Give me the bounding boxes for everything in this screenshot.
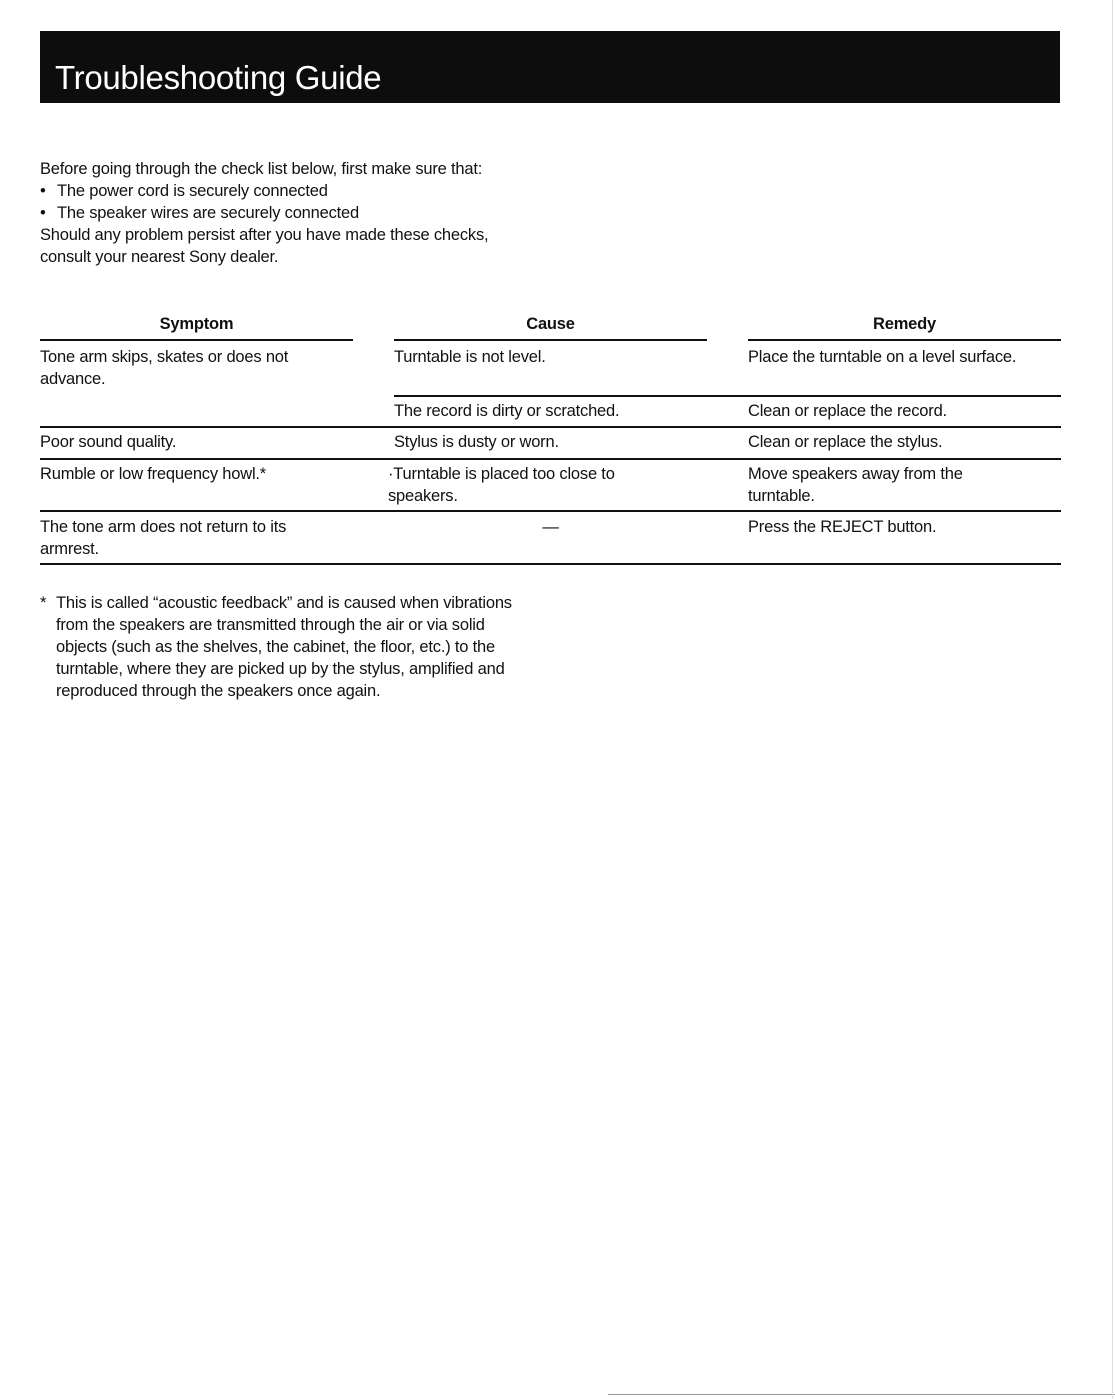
table-cell-cause: The record is dirty or scratched. (394, 402, 620, 420)
column-header-remedy: Remedy (748, 313, 1061, 341)
table-cell-remedy: Place the turntable on a level surface. (748, 348, 1017, 366)
intro-section (40, 158, 560, 268)
page-title: Troubleshooting Guide (55, 59, 382, 96)
column-header-symptom: Symptom (40, 313, 353, 341)
page-edge-line (608, 1394, 1115, 1395)
bullet-icon: • (40, 182, 46, 200)
table-cell-symptom: The tone arm does not return to its armrest. (40, 518, 287, 558)
table-bottom-rule (40, 563, 1061, 565)
table-cell-cause: Stylus is dusty or worn. (394, 433, 559, 451)
row-divider (40, 458, 1061, 460)
bullet-text: The power cord is securely connected (57, 182, 328, 200)
row-divider (40, 426, 1061, 428)
table-cell-cause: Turntable is not level. (394, 348, 546, 366)
table-cell-remedy: Press the REJECT button. (748, 518, 937, 536)
bullet-text: The speaker wires are securely connected (57, 204, 359, 222)
page-margin-line (1112, 0, 1113, 1399)
row-divider (40, 510, 1061, 512)
footnote (40, 592, 560, 702)
footnote-text: This is called “acoustic feedback” and is caused when vibrations from the speakers are transmitted through the air or via solid objects (such as the shelves, the cabinet, the floor, etc.) to the turntable, where they are picked up by the stylus, amplified and reproduced through the speakers once again. (56, 594, 512, 700)
intro-lead: Before going through the check list below, first make sure that: (40, 160, 483, 178)
table-cell-symptom: Poor sound quality. (40, 433, 177, 451)
table-cell-remedy: Clean or replace the record. (748, 402, 947, 420)
footnote-mark: * (40, 594, 47, 612)
table-cell-symptom: Tone arm skips, skates or does not advance. (40, 348, 289, 388)
table-cell-cause: — (542, 518, 559, 536)
column-header-cause: Cause (394, 313, 707, 341)
table-cell-remedy: Move speakers away from the turntable. (748, 465, 963, 505)
bullet-item (40, 180, 560, 202)
bullet-icon: • (40, 204, 46, 222)
bullet-item (40, 202, 560, 224)
header-bar (40, 31, 1060, 103)
intro-closing: Should any problem persist after you have made these checks, consult your nearest Sony dealer. (40, 226, 489, 266)
row-divider (394, 395, 1061, 397)
table-cell-symptom: Rumble or low frequency howl.* (40, 465, 267, 483)
table-cell-remedy: Clean or replace the stylus. (748, 433, 943, 451)
table-cell-cause: ·Turntable is placed too close to speakers. (388, 465, 615, 505)
